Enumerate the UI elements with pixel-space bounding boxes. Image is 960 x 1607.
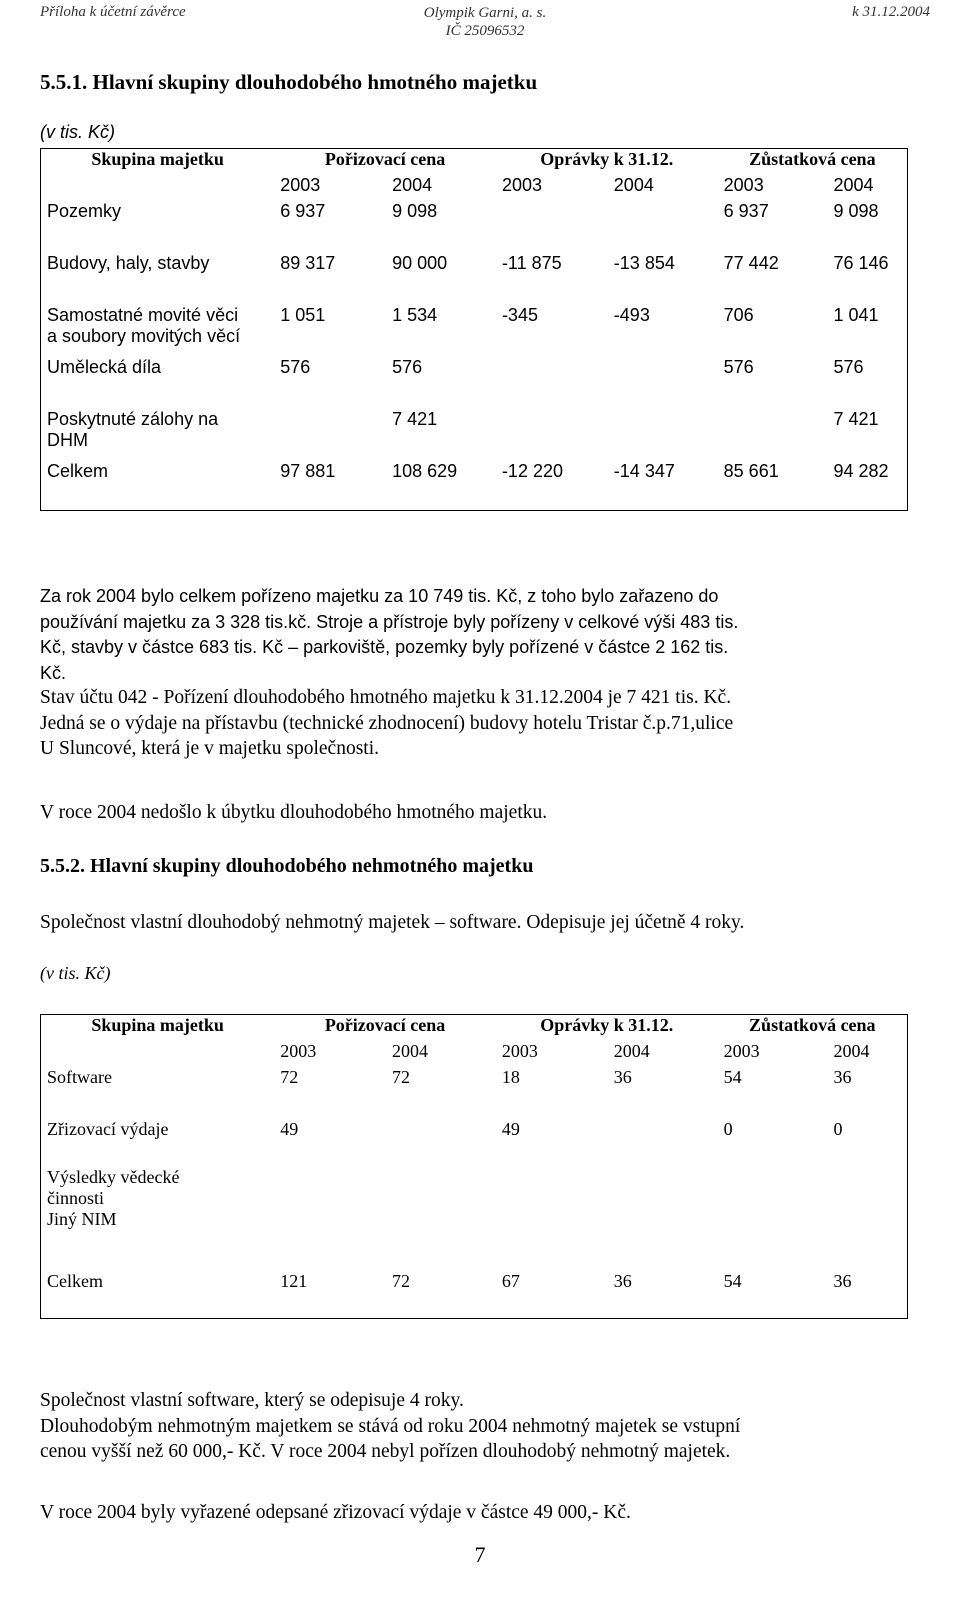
row-label: Budovy, haly, stavby xyxy=(47,252,210,273)
intangible-assets-table xyxy=(40,1014,908,1319)
cell xyxy=(386,1167,496,1271)
cell: 9 098 xyxy=(392,200,438,221)
table1-year: 2004 xyxy=(833,174,874,195)
cell xyxy=(496,201,608,253)
table1-years-row xyxy=(41,175,908,201)
row-label-line2: činnosti xyxy=(47,1187,104,1208)
header-ic: IČ 25096532 xyxy=(445,23,525,39)
table2-years-row xyxy=(41,1041,908,1067)
para-line: Za rok 2004 bylo celkem pořízeno majetku za 10 749 tis. Kč, z toho bylo zařazeno do xyxy=(40,586,719,606)
cell: -13 854 xyxy=(613,252,675,273)
cell: 108 629 xyxy=(392,460,458,481)
cell: 36 xyxy=(833,1270,852,1291)
table1-header-row xyxy=(41,149,908,175)
cell: 576 xyxy=(723,356,754,377)
cell: 54 xyxy=(723,1270,742,1291)
row-label xyxy=(41,409,275,461)
para-line: Společnost vlastní software, který se odepisuje 4 roky. xyxy=(40,1390,464,1411)
cell xyxy=(386,1119,496,1167)
table2-year: 2003 xyxy=(280,1040,317,1061)
cell xyxy=(496,409,608,461)
cell: -345 xyxy=(501,304,538,325)
para-line: U Sluncové, která je v majetku společnosti. xyxy=(40,738,380,759)
row-label: Software xyxy=(47,1066,112,1087)
cell xyxy=(496,357,608,409)
para-line: cenou vyšší než 60 000,- Kč. V roce 2004 nebyl pořízen dlouhodobý nehmotný majetek. xyxy=(40,1441,731,1462)
table2-year: 2004 xyxy=(833,1040,870,1061)
cell xyxy=(274,409,386,461)
table1-year: 2003 xyxy=(723,174,764,195)
cell: 1 534 xyxy=(392,304,438,325)
cell: 18 xyxy=(501,1066,520,1087)
row-label-line3: Jiný NIM xyxy=(47,1208,117,1229)
cell xyxy=(608,357,718,409)
table1-year: 2004 xyxy=(392,174,433,195)
cell: 0 xyxy=(833,1118,843,1139)
section2-unit: (v tis. Kč) xyxy=(40,963,111,983)
cell: -11 875 xyxy=(501,252,562,273)
cell: 576 xyxy=(280,356,311,377)
cell: 121 xyxy=(280,1270,308,1291)
table1-row xyxy=(41,357,908,409)
no-disposal-paragraph xyxy=(40,800,920,826)
acquisition-paragraph xyxy=(40,584,920,686)
table1-year: 2003 xyxy=(280,174,321,195)
cell: 6 937 xyxy=(723,200,769,221)
cell: 49 xyxy=(501,1118,520,1139)
cell: 76 146 xyxy=(833,252,889,273)
cell: 72 xyxy=(392,1066,411,1087)
table1-row xyxy=(41,305,908,357)
table2-head-group: Skupina majetku xyxy=(91,1015,224,1035)
cell: 36 xyxy=(613,1066,632,1087)
table2-total-row xyxy=(41,1271,908,1319)
cell: 6 937 xyxy=(280,200,326,221)
table2-row xyxy=(41,1067,908,1119)
cell: 36 xyxy=(833,1066,852,1087)
table2-row xyxy=(41,1167,908,1271)
cell: 90 000 xyxy=(392,252,448,273)
cell: 85 661 xyxy=(723,460,779,481)
table1-head-acq: Pořizovací cena xyxy=(324,149,446,169)
row-label xyxy=(41,305,275,357)
cell: 94 282 xyxy=(833,460,889,481)
table2-head-net: Zůstatková cena xyxy=(749,1015,876,1035)
row-label: Zřizovací výdaje xyxy=(47,1118,169,1139)
intangible-notes xyxy=(40,1388,920,1465)
cell: 49 xyxy=(280,1118,299,1139)
row-label: Pozemky xyxy=(47,200,122,221)
table1-head-dep: Oprávky k 31.12. xyxy=(540,149,674,169)
cell xyxy=(828,1167,908,1271)
cell: 97 881 xyxy=(280,460,336,481)
header-company-block xyxy=(40,4,930,40)
cell: 1 041 xyxy=(833,304,879,325)
table1-total-row xyxy=(41,461,908,511)
cell: 706 xyxy=(723,304,754,325)
para-line: Stav účtu 042 - Pořízení dlouhodobého hmotného majetku k 31.12.2004 je 7 421 tis. Kč. xyxy=(40,687,732,708)
cell: 7 421 xyxy=(392,408,438,429)
account-042-paragraph xyxy=(40,685,920,762)
para-line: Jedná se o výdaje na přístavbu (technické zhodnocení) budovy hotelu Tristar č.p.71,ulice xyxy=(40,712,734,734)
cell xyxy=(274,1167,386,1271)
table2-year: 2004 xyxy=(392,1040,429,1061)
section1-unit: (v tis. Kč) xyxy=(40,122,115,142)
table1-year: 2004 xyxy=(613,174,654,195)
para-line: používání majetku za 3 328 tis.kč. Stroje a přístroje byly pořízeny v celkové výši 483 tis. xyxy=(40,611,739,632)
para-line: Dlouhodobým nehmotným majetkem se stává od roku 2004 nehmotný majetek se vstupní xyxy=(40,1415,741,1437)
table1-row xyxy=(41,253,908,305)
table1-head-group: Skupina majetku xyxy=(91,149,224,169)
row-label-line1: Poskytnuté zálohy na xyxy=(47,408,219,429)
table2-year: 2004 xyxy=(613,1040,650,1061)
para-line: Společnost vlastní dlouhodobý nehmotný majetek – software. Odepisuje jej účetně 4 roky. xyxy=(40,912,745,933)
cell xyxy=(496,1167,608,1271)
intangible-intro xyxy=(40,910,920,936)
disposal-note xyxy=(40,1500,920,1526)
para-line: Kč. xyxy=(40,662,67,683)
cell: 72 xyxy=(280,1066,299,1087)
cell xyxy=(718,409,828,461)
cell xyxy=(718,1167,828,1271)
row-label: Umělecká díla xyxy=(47,356,162,377)
table2-year: 2003 xyxy=(501,1040,538,1061)
section1-title: 5.5.1. Hlavní skupiny dlouhodobého hmotného majetku xyxy=(40,70,538,94)
row-label: Celkem xyxy=(47,460,109,481)
table2-row xyxy=(41,1119,908,1167)
cell: 54 xyxy=(723,1066,742,1087)
table1-head-net: Zůstatková cena xyxy=(749,149,876,169)
table1-year: 2003 xyxy=(501,174,542,195)
header-company: Olympik Garni, a. s. xyxy=(423,5,547,21)
row-label xyxy=(41,1167,275,1271)
cell xyxy=(608,409,718,461)
cell xyxy=(608,1167,718,1271)
para-line: V roce 2004 byly vyřazené odepsané zřizovací výdaje v částce 49 000,- Kč. xyxy=(40,1502,631,1523)
row-label-line1: Výsledky vědecké xyxy=(47,1166,180,1187)
cell: 89 317 xyxy=(280,252,336,273)
row-label-line2: a soubory movitých věcí xyxy=(47,325,241,346)
row-label-line2: DHM xyxy=(47,429,88,450)
para-line: Kč, stavby v částce 683 tis. Kč – parkoviště, pozemky byly pořízené v částce 2 162 tis. xyxy=(40,637,729,657)
cell: 576 xyxy=(392,356,423,377)
cell: 36 xyxy=(613,1270,632,1291)
table1-row xyxy=(41,409,908,461)
cell: -493 xyxy=(613,304,650,325)
table1-row xyxy=(41,201,908,253)
cell: 0 xyxy=(723,1118,733,1139)
cell: 576 xyxy=(833,356,864,377)
page-header xyxy=(40,0,930,40)
cell: -12 220 xyxy=(501,460,563,481)
table2-header-row xyxy=(41,1015,908,1041)
table2-year: 2003 xyxy=(723,1040,760,1061)
cell: 72 xyxy=(392,1270,411,1291)
row-label-line1: Samostatné movité věci xyxy=(47,304,239,325)
cell: -14 347 xyxy=(613,460,675,481)
section2-title: 5.5.2. Hlavní skupiny dlouhodobého nehmotného majetku xyxy=(40,855,534,877)
header-date: k 31.12.2004 xyxy=(852,4,930,20)
cell: 7 421 xyxy=(833,408,879,429)
cell: 67 xyxy=(501,1270,520,1291)
cell xyxy=(608,1119,718,1167)
para-line: V roce 2004 nedošlo k úbytku dlouhodobého hmotného majetku. xyxy=(40,802,548,823)
cell: 77 442 xyxy=(723,252,779,273)
cell xyxy=(608,201,718,253)
table2-head-acq: Pořizovací cena xyxy=(324,1015,446,1035)
cell: 9 098 xyxy=(833,200,879,221)
row-label: Celkem xyxy=(47,1270,103,1291)
tangible-assets-table xyxy=(40,148,908,511)
header-left: Příloha k účetní závěrce xyxy=(40,4,186,20)
cell: 1 051 xyxy=(280,304,326,325)
table2-head-dep: Oprávky k 31.12. xyxy=(540,1015,674,1035)
page-number: 7 xyxy=(474,1542,486,1567)
